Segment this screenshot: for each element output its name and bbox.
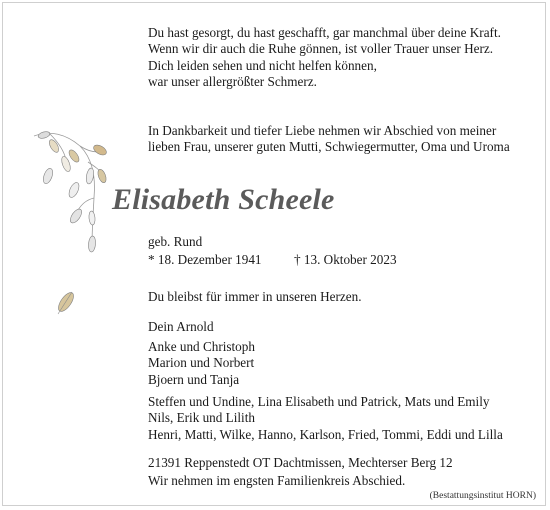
children-line: Bjoern und Tanja [148,371,240,387]
poem [148,25,501,91]
birth-name: geb. Rund [148,234,203,249]
intro-line: In Dankbarkeit und tiefer Liebe nehmen wir Abschied von meiner [148,123,497,138]
funeral-notice: Wir nehmen im engsten Familienkreis Abschied. [148,473,406,488]
grandchildren-list [148,394,503,443]
death-date: † 13. Oktober 2023 [294,252,397,267]
address: 21391 Reppenstedt OT Dachtmissen, Mechterser Berg 12 [148,455,453,470]
quote: Du bleibst für immer in unseren Herzen. [148,289,362,304]
poem-line: Wenn wir dir auch die Ruhe gönnen, ist voller Trauer unser Herz. [148,41,494,57]
poem-line: Dich leiden sehen und nicht helfen können, [148,57,377,73]
grandchildren-line: Nils, Erik und Lilith [148,410,255,426]
falling-leaf-icon [54,288,78,320]
children-list [148,339,255,388]
birth-date: * 18. Dezember 1941 [148,252,262,267]
children-line: Marion und Norbert [148,355,255,371]
poem-line: war unser allergrößter Schmerz. [148,74,317,90]
grandchildren-line: Henri, Matti, Wilke, Hanno, Karlson, Fried, Tommi, Eddi und Lilla [148,426,503,442]
leaf-branch-icon [30,126,110,256]
intro-line: lieben Frau, unserer guten Mutti, Schwiegermutter, Oma und Uroma [148,139,510,155]
poem-line: Du hast gesorgt, du hast geschafft, gar manchmal über deine Kraft. [148,25,501,40]
intro-text [148,123,510,156]
grandchildren-line: Steffen und Undine, Lina Elisabeth und Patrick, Mats und Emily [148,394,490,409]
life-dates [148,252,397,268]
children-line: Anke und Christoph [148,339,255,354]
funeral-home: (Bestattungsinstitut HORN) [429,491,536,501]
husband-signature: Dein Arnold [148,319,214,334]
deceased-name: Elisabeth Scheele [112,183,335,216]
